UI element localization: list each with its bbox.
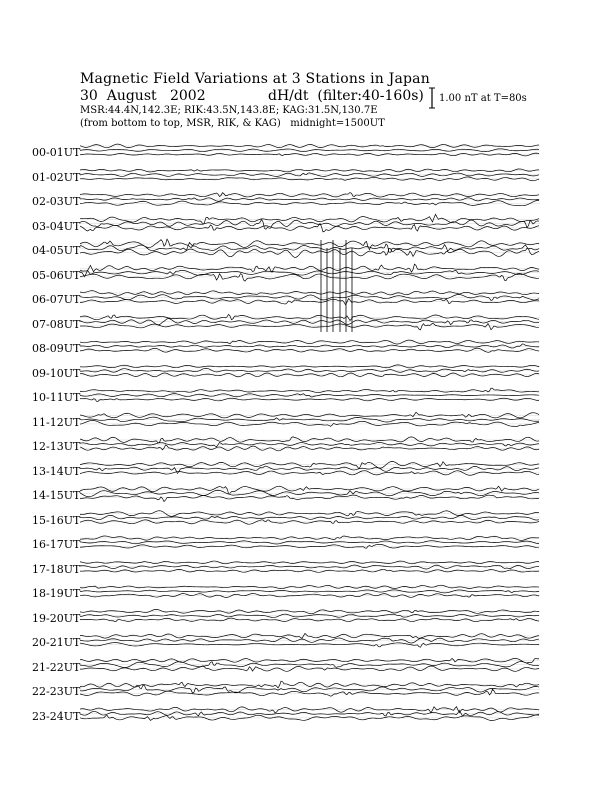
trace-RIK (80, 270, 539, 276)
hour-row-23-24UT (80, 707, 540, 721)
trace-RIK (80, 662, 539, 668)
trace-MSR (80, 445, 539, 451)
hour-label: 00-01UT (32, 146, 81, 159)
hour-row-05-06UT (80, 264, 540, 281)
hour-label: 04-05UT (32, 244, 81, 257)
magnetogram-plot (80, 140, 540, 752)
hour-label: 23-24UT (32, 709, 81, 723)
hour-label: 14-15UT (32, 489, 81, 502)
hour-row-14-15UT (80, 486, 540, 501)
hour-label: 21-22UT (32, 660, 81, 674)
trace-MSR (80, 348, 539, 352)
hour-row-07-08UT (80, 314, 540, 329)
trace-RIK (80, 368, 539, 372)
hour-label: 02-03UT (32, 195, 81, 208)
hour-row-17-18UT (80, 561, 540, 572)
trace-MSR (80, 689, 539, 696)
trace-MSR (80, 323, 539, 330)
hour-row-00-01UT (80, 144, 540, 156)
trace-KAG (80, 412, 539, 418)
trace-MSR (80, 274, 539, 282)
hour-row-11-12UT (80, 412, 540, 426)
trace-KAG (80, 365, 539, 368)
spike-artifacts (321, 240, 352, 332)
hour-label: 05-06UT (32, 268, 81, 282)
trace-MSR (80, 223, 539, 231)
chart-subtitle (80, 89, 424, 103)
trace-KAG (80, 707, 539, 713)
trace-MSR (80, 298, 539, 304)
hour-label: 11-12UT (32, 415, 81, 429)
trace-RIK (80, 442, 539, 446)
hour-label: 03-04UT (32, 219, 81, 233)
hour-row-06-07UT (80, 291, 540, 305)
hour-label: 01-02UT (32, 170, 81, 184)
hour-row-12-13UT (80, 437, 540, 451)
trace-RIK (80, 490, 539, 497)
trace-RIK (80, 295, 539, 301)
hour-label: 08-09UT (32, 342, 81, 355)
trace-order-note: (from bottom to top, MSR, RIK, & KAG) midnight=1500UT (80, 118, 385, 129)
trace-MSR (80, 666, 539, 672)
hour-row-21-22UT (80, 658, 540, 671)
chart-date: 30 August 2002 (80, 88, 206, 104)
trace-RIK (80, 344, 539, 348)
hour-label: 22-23UT (32, 685, 81, 698)
hour-row-09-10UT (80, 365, 540, 377)
hour-label: 16-17UT (32, 538, 81, 551)
hour-label: 17-18UT (32, 562, 81, 576)
trace-MSR (80, 398, 539, 401)
hour-label: 12-13UT (32, 440, 81, 453)
station-coordinates: MSR:44.4N,142.3E; RIK:43.5N,143.8E; KAG:31.5N,130.7E (80, 105, 378, 116)
hour-row-22-23UT (80, 681, 540, 696)
hour-label: 09-10UT (32, 366, 81, 380)
hour-row-20-21UT (80, 633, 540, 647)
trace-KAG (80, 461, 539, 468)
trace-KAG (80, 264, 539, 272)
hour-label: 15-16UT (32, 513, 81, 527)
trace-RIK (80, 590, 539, 593)
trace-KAG (80, 388, 539, 392)
chart-quantity: dH/dt (filter:40-160s) (268, 88, 424, 104)
trace-MSR (80, 420, 539, 426)
hour-row-19-20UT (80, 609, 540, 621)
trace-MSR (80, 495, 539, 501)
hour-row-01-02UT (80, 169, 540, 181)
hour-row-18-19UT (80, 585, 540, 597)
trace-KAG (80, 681, 539, 688)
hour-label: 13-14UT (32, 464, 81, 478)
trace-KAG (80, 536, 539, 540)
trace-RIK (80, 565, 539, 569)
hour-row-08-09UT (80, 340, 540, 352)
trace-KAG (80, 239, 539, 249)
trace-RIK (80, 198, 539, 201)
trace-RIK (80, 220, 539, 230)
hour-label: 06-07UT (32, 293, 81, 306)
hour-row-10-11UT (80, 388, 540, 401)
hour-row-16-17UT (80, 536, 540, 548)
trace-KAG (80, 192, 539, 197)
scale-bar (428, 87, 436, 109)
trace-RIK (80, 711, 539, 717)
hour-row-04-05UT (80, 239, 540, 257)
trace-MSR (80, 643, 539, 648)
chart-title: Magnetic Field Variations at 3 Stations in Japan (80, 71, 430, 87)
hour-label: 07-08UT (32, 317, 81, 331)
hour-row-13-14UT (80, 461, 540, 475)
hour-label: 10-11UT (32, 391, 81, 404)
hour-row-02-03UT (80, 192, 540, 205)
trace-RIK (80, 614, 539, 617)
hour-row-03-04UT (80, 214, 540, 232)
hour-label: 20-21UT (32, 636, 81, 649)
trace-RIK (80, 541, 539, 544)
scale-bar-label: 1.00 nT at T=80s (439, 93, 527, 104)
hour-row-15-16UT (80, 511, 540, 525)
hour-label: 18-19UT (32, 587, 81, 600)
trace-MSR (80, 200, 539, 205)
trace-KAG (80, 437, 539, 443)
hour-label: 19-20UT (32, 611, 81, 625)
